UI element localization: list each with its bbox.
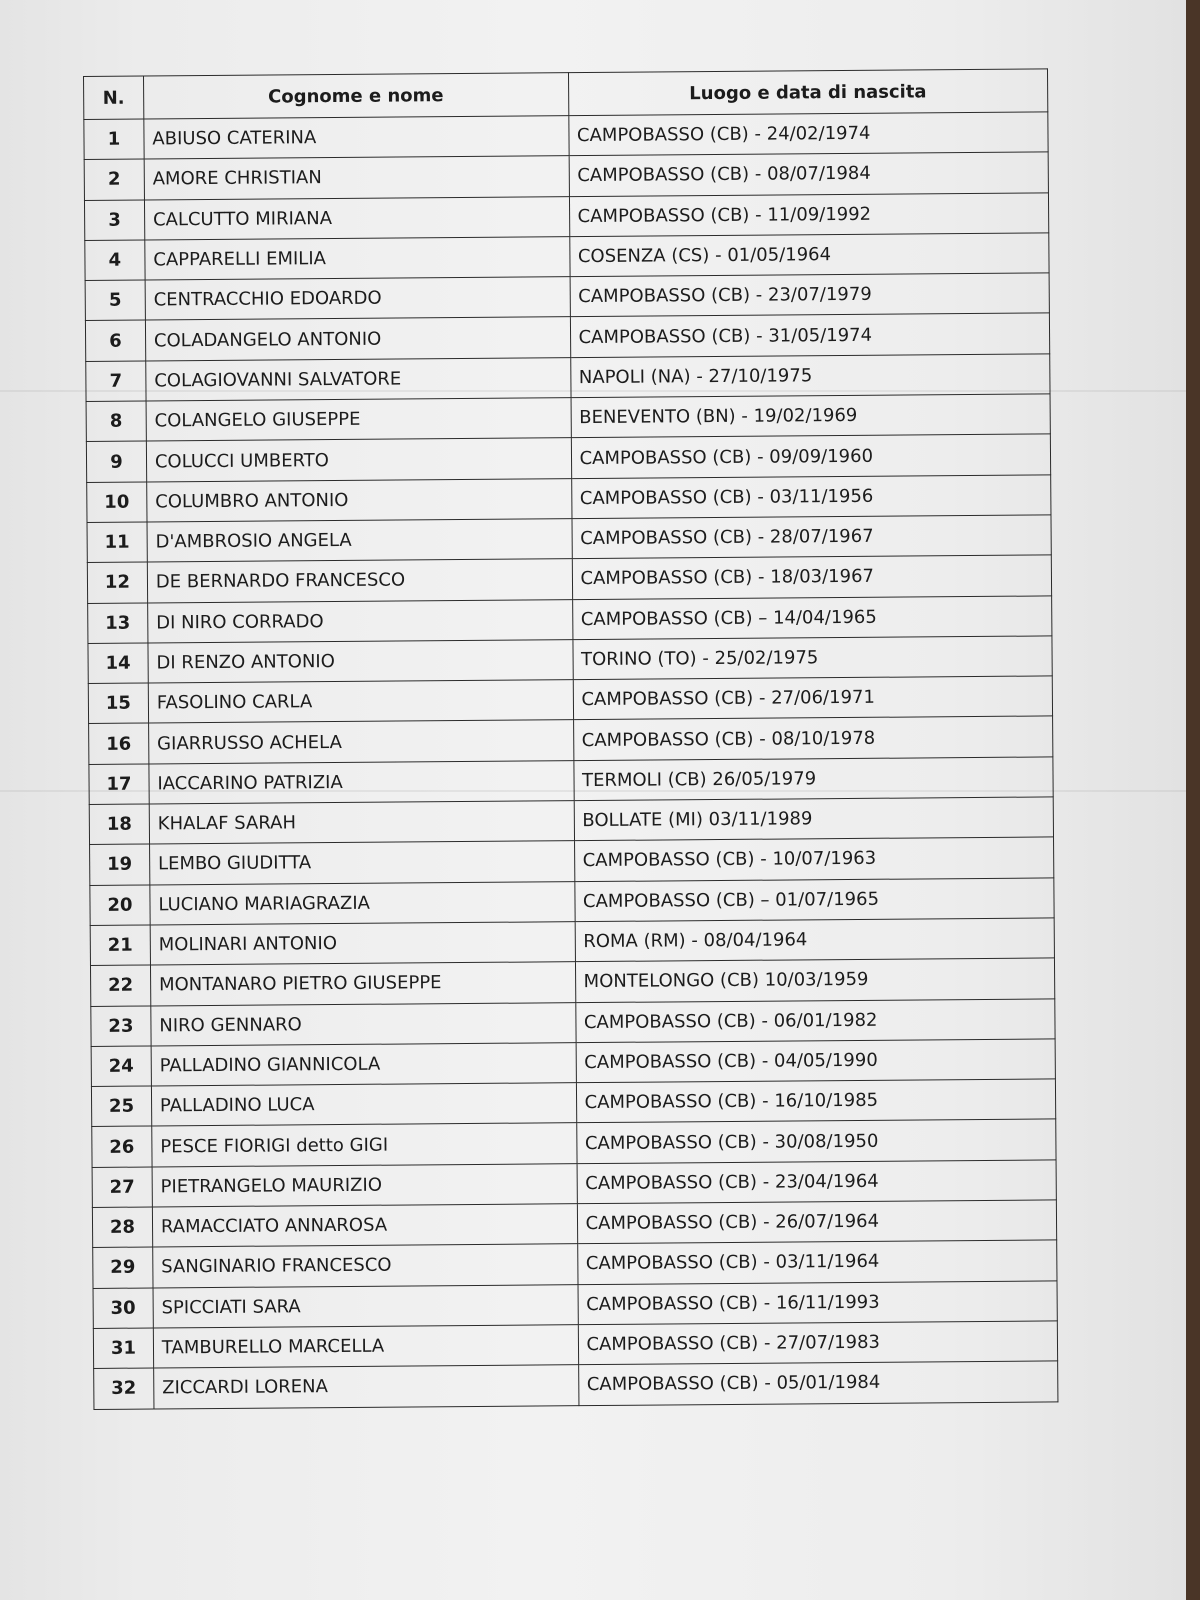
row-birthplace-date: CAMPOBASSO (CB) - 16/10/1985 [576, 1079, 1056, 1123]
row-name: CALCUTTO MIRIANA [144, 196, 569, 240]
row-name: PALLADINO GIANNICOLA [151, 1042, 576, 1086]
row-number: 24 [91, 1046, 151, 1087]
row-birthplace-date: CAMPOBASSO (CB) - 23/07/1979 [570, 273, 1050, 317]
row-number: 4 [85, 240, 145, 281]
row-birthplace-date: BOLLATE (MI) 03/11/1989 [574, 797, 1054, 841]
row-name: COLANGELO GIUSEPPE [146, 398, 571, 442]
row-birthplace-date: CAMPOBASSO (CB) - 10/07/1963 [574, 837, 1054, 881]
row-number: 7 [86, 361, 146, 402]
row-number: 19 [90, 844, 150, 885]
row-number: 32 [94, 1368, 154, 1409]
row-birthplace-date: NAPOLI (NA) - 27/10/1975 [570, 354, 1050, 398]
row-number: 26 [92, 1126, 152, 1167]
row-name: D'AMBROSIO ANGELA [147, 519, 572, 563]
row-birthplace-date: CAMPOBASSO (CB) - 03/11/1964 [577, 1240, 1057, 1284]
row-birthplace-date: CAMPOBASSO (CB) - 08/07/1984 [569, 152, 1049, 196]
row-name: COLUMBRO ANTONIO [147, 478, 572, 522]
row-birthplace-date: CAMPOBASSO (CB) - 18/03/1967 [572, 555, 1052, 599]
row-number: 14 [88, 643, 148, 684]
row-name: SANGINARIO FRANCESCO [153, 1244, 578, 1288]
row-name: MOLINARI ANTONIO [150, 922, 575, 966]
row-birthplace-date: CAMPOBASSO (CB) - 27/06/1971 [573, 676, 1053, 720]
row-birthplace-date: CAMPOBASSO (CB) - 04/05/1990 [576, 1039, 1056, 1083]
row-number: 29 [93, 1247, 153, 1288]
row-birthplace-date: CAMPOBASSO (CB) - 16/11/1993 [578, 1280, 1058, 1324]
row-number: 20 [90, 885, 150, 926]
row-number: 17 [89, 764, 149, 805]
row-birthplace-date: ROMA (RM) - 08/04/1964 [575, 918, 1055, 962]
row-name: GIARRUSSO ACHELA [148, 720, 573, 764]
row-name: SPICCIATI SARA [153, 1284, 578, 1328]
row-birthplace-date: MONTELONGO (CB) 10/03/1959 [575, 958, 1055, 1002]
row-number: 11 [87, 522, 147, 563]
row-birthplace-date: BENEVENTO (BN) - 19/02/1969 [571, 394, 1051, 438]
row-number: 27 [92, 1167, 152, 1208]
row-name: CAPPARELLI EMILIA [145, 237, 570, 281]
row-birthplace-date: CAMPOBASSO (CB) – 14/04/1965 [572, 595, 1052, 639]
row-birthplace-date: CAMPOBASSO (CB) - 08/10/1978 [573, 716, 1053, 760]
table-row [94, 1361, 1058, 1409]
row-name: LUCIANO MARIAGRAZIA [150, 881, 575, 925]
row-birthplace-date: CAMPOBASSO (CB) - 28/07/1967 [571, 515, 1051, 559]
row-number: 28 [92, 1207, 152, 1248]
row-birthplace-date: CAMPOBASSO (CB) - 27/07/1983 [578, 1321, 1058, 1365]
row-number: 23 [91, 1006, 151, 1047]
row-name: LEMBO GIUDITTA [149, 841, 574, 885]
row-number: 18 [89, 804, 149, 845]
row-name: CENTRACCHIO EDOARDO [145, 277, 570, 321]
row-name: COLUCCI UMBERTO [146, 438, 571, 482]
row-name: DE BERNARDO FRANCESCO [147, 559, 572, 603]
row-number: 31 [93, 1328, 153, 1369]
table-header-row [84, 69, 1048, 120]
row-name: DI NIRO CORRADO [148, 599, 573, 643]
row-name: ZICCARDI LORENA [154, 1365, 579, 1409]
row-birthplace-date: CAMPOBASSO (CB) - 09/09/1960 [571, 434, 1051, 478]
row-birthplace-date: TERMOLI (CB) 26/05/1979 [573, 757, 1053, 801]
row-name: PALLADINO LUCA [151, 1083, 576, 1127]
row-number: 6 [85, 321, 145, 362]
row-number: 1 [84, 119, 144, 160]
row-birthplace-date: CAMPOBASSO (CB) - 30/08/1950 [576, 1119, 1056, 1163]
persons-table [83, 68, 1058, 1409]
row-number: 12 [87, 562, 147, 603]
row-birthplace-date: CAMPOBASSO (CB) - 05/01/1984 [578, 1361, 1058, 1405]
row-number: 10 [87, 482, 147, 523]
row-name: RAMACCIATO ANNAROSA [152, 1204, 577, 1248]
header-number: N. [84, 76, 144, 119]
row-name: IACCARINO PATRIZIA [149, 760, 574, 804]
row-name: PIETRANGELO MAURIZIO [152, 1163, 577, 1207]
row-number: 15 [88, 683, 148, 724]
row-name: TAMBURELLO MARCELLA [153, 1325, 578, 1369]
row-name: COLADANGELO ANTONIO [145, 317, 570, 361]
row-name: KHALAF SARAH [149, 801, 574, 845]
row-number: 2 [84, 159, 144, 200]
row-birthplace-date: COSENZA (CS) - 01/05/1964 [569, 233, 1049, 277]
row-name: FASOLINO CARLA [148, 680, 573, 724]
row-birthplace-date: CAMPOBASSO (CB) - 23/04/1964 [577, 1160, 1057, 1204]
row-birthplace-date: CAMPOBASSO (CB) – 01/07/1965 [574, 878, 1054, 922]
row-number: 21 [90, 925, 150, 966]
row-number: 5 [85, 280, 145, 321]
row-name: PESCE FIORIGI detto GIGI [152, 1123, 577, 1167]
row-number: 25 [91, 1086, 151, 1127]
row-birthplace-date: CAMPOBASSO (CB) - 31/05/1974 [570, 313, 1050, 357]
header-name: Cognome e nome [143, 73, 568, 119]
row-birthplace-date: CAMPOBASSO (CB) - 26/07/1964 [577, 1200, 1057, 1244]
row-number: 22 [90, 965, 150, 1006]
row-name: AMORE CHRISTIAN [144, 156, 569, 200]
row-name: MONTANARO PIETRO GIUSEPPE [150, 962, 575, 1006]
header-birthplace-date: Luogo e data di nascita [568, 69, 1048, 116]
row-number: 30 [93, 1288, 153, 1329]
row-number: 13 [88, 603, 148, 644]
row-birthplace-date: CAMPOBASSO (CB) - 24/02/1974 [568, 112, 1048, 156]
row-name: DI RENZO ANTONIO [148, 640, 573, 684]
row-number: 3 [84, 200, 144, 241]
row-birthplace-date: CAMPOBASSO (CB) - 11/09/1992 [569, 193, 1049, 237]
row-birthplace-date: CAMPOBASSO (CB) - 06/01/1982 [575, 998, 1055, 1042]
table-body [84, 112, 1058, 1409]
row-name: ABIUSO CATERINA [144, 116, 569, 160]
row-name: COLAGIOVANNI SALVATORE [146, 357, 571, 401]
row-birthplace-date: TORINO (TO) - 25/02/1975 [572, 636, 1052, 680]
row-number: 8 [86, 401, 146, 442]
row-name: NIRO GENNARO [151, 1002, 576, 1046]
row-birthplace-date: CAMPOBASSO (CB) - 03/11/1956 [571, 475, 1051, 519]
row-number: 9 [86, 441, 146, 482]
row-number: 16 [89, 723, 149, 764]
